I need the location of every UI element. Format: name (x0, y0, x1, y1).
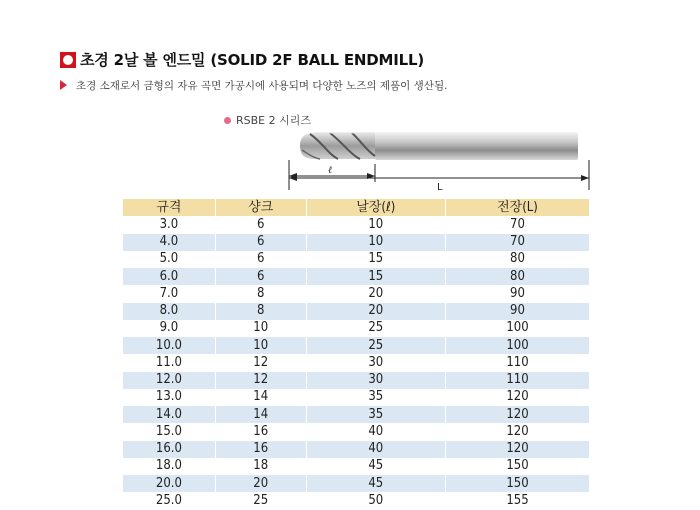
cell-overall-length: 120 (445, 389, 589, 406)
cell-shank: 16 (215, 441, 306, 458)
cell-flute-length: 10 (306, 234, 445, 251)
table-row (123, 406, 589, 423)
cell-shank: 6 (215, 268, 306, 285)
cell-flute-length: 25 (306, 337, 445, 354)
brand-ring-icon (60, 52, 76, 68)
cell-overall-length: 80 (445, 268, 589, 285)
cell-shank: 10 (215, 320, 306, 337)
cell-size: 20.0 (123, 475, 215, 492)
cell-overall-length: 120 (445, 441, 589, 458)
cell-size: 8.0 (123, 303, 215, 320)
cell-overall-length: 155 (445, 492, 589, 509)
cell-size: 18.0 (123, 458, 215, 475)
cell-flute-length: 30 (306, 372, 445, 389)
cell-size: 16.0 (123, 441, 215, 458)
table-row (123, 423, 589, 440)
cell-overall-length: 90 (445, 285, 589, 302)
page-title: 초경 2날 볼 엔드밀 (SOLID 2F BALL ENDMILL) (80, 51, 424, 69)
cell-size: 4.0 (123, 234, 215, 251)
cell-size: 15.0 (123, 423, 215, 440)
table-header-row (123, 199, 589, 216)
cell-overall-length: 120 (445, 423, 589, 440)
cell-overall-length: 70 (445, 216, 589, 233)
table-row (123, 303, 589, 320)
cell-shank: 14 (215, 389, 306, 406)
cell-size: 13.0 (123, 389, 215, 406)
table-row (123, 251, 589, 268)
cell-shank: 12 (215, 354, 306, 371)
dimension-arrows (289, 173, 589, 181)
table-row (123, 234, 589, 251)
table-row (123, 458, 589, 475)
cell-flute-length: 10 (306, 216, 445, 233)
cell-size: 5.0 (123, 251, 215, 268)
cell-flute-length: 20 (306, 303, 445, 320)
spec-table-body (123, 216, 589, 509)
cell-shank: 8 (215, 285, 306, 302)
bullet-arrow-icon (60, 80, 67, 90)
cell-size: 6.0 (123, 268, 215, 285)
cell-size: 14.0 (123, 406, 215, 423)
cell-overall-length: 100 (445, 320, 589, 337)
cell-size: 7.0 (123, 285, 215, 302)
col-header-shank: 샹크 (215, 199, 306, 216)
cell-flute-length: 35 (306, 406, 445, 423)
cell-overall-length: 150 (445, 475, 589, 492)
table-row (123, 320, 589, 337)
spec-table (123, 199, 589, 510)
bullet-dot-icon (224, 117, 231, 124)
table-row (123, 354, 589, 371)
cell-size: 12.0 (123, 372, 215, 389)
cell-size: 11.0 (123, 354, 215, 371)
cell-flute-length: 35 (306, 389, 445, 406)
cell-shank: 25 (215, 492, 306, 509)
cell-shank: 8 (215, 303, 306, 320)
endmill-diagram (280, 120, 600, 195)
col-header-overall-length: 전장(L) (445, 199, 589, 216)
cell-overall-length: 80 (445, 251, 589, 268)
table-row (123, 372, 589, 389)
cell-flute-length: 50 (306, 492, 445, 509)
cell-flute-length: 40 (306, 423, 445, 440)
cell-flute-length: 45 (306, 475, 445, 492)
table-row (123, 337, 589, 354)
col-header-flute-length: 날장(ℓ) (306, 199, 445, 216)
cell-overall-length: 100 (445, 337, 589, 354)
cell-overall-length: 110 (445, 354, 589, 371)
table-row (123, 389, 589, 406)
cell-shank: 6 (215, 216, 306, 233)
cell-size: 9.0 (123, 320, 215, 337)
cell-shank: 20 (215, 475, 306, 492)
product-description: 초경 소재로서 금형의 자유 곡면 가공시에 사용되며 다양한 노즈의 제품이 생산됨. (76, 80, 448, 92)
cell-shank: 10 (215, 337, 306, 354)
cell-size: 25.0 (123, 492, 215, 509)
cell-flute-length: 45 (306, 458, 445, 475)
cell-overall-length: 150 (445, 458, 589, 475)
cell-flute-length: 15 (306, 251, 445, 268)
cell-overall-length: 120 (445, 406, 589, 423)
cell-flute-length: 30 (306, 354, 445, 371)
cell-size: 10.0 (123, 337, 215, 354)
overall-length-label: L (437, 182, 443, 193)
cell-overall-length: 90 (445, 303, 589, 320)
table-row (123, 492, 589, 509)
cell-flute-length: 40 (306, 441, 445, 458)
cell-flute-length: 25 (306, 320, 445, 337)
flute-length-label: ℓ (328, 165, 333, 176)
cell-shank: 14 (215, 406, 306, 423)
cell-shank: 12 (215, 372, 306, 389)
endmill-tool-icon (300, 132, 578, 160)
cell-flute-length: 20 (306, 285, 445, 302)
cell-overall-length: 110 (445, 372, 589, 389)
cell-shank: 6 (215, 251, 306, 268)
table-row (123, 285, 589, 302)
table-row (123, 268, 589, 285)
cell-flute-length: 15 (306, 268, 445, 285)
table-row (123, 441, 589, 458)
cell-shank: 18 (215, 458, 306, 475)
cell-shank: 6 (215, 234, 306, 251)
table-row (123, 216, 589, 233)
series-label: RSBE 2 시리즈 (236, 114, 311, 127)
col-header-size: 규격 (123, 199, 215, 216)
cell-shank: 16 (215, 423, 306, 440)
table-row (123, 475, 589, 492)
cell-size: 3.0 (123, 216, 215, 233)
cell-overall-length: 70 (445, 234, 589, 251)
